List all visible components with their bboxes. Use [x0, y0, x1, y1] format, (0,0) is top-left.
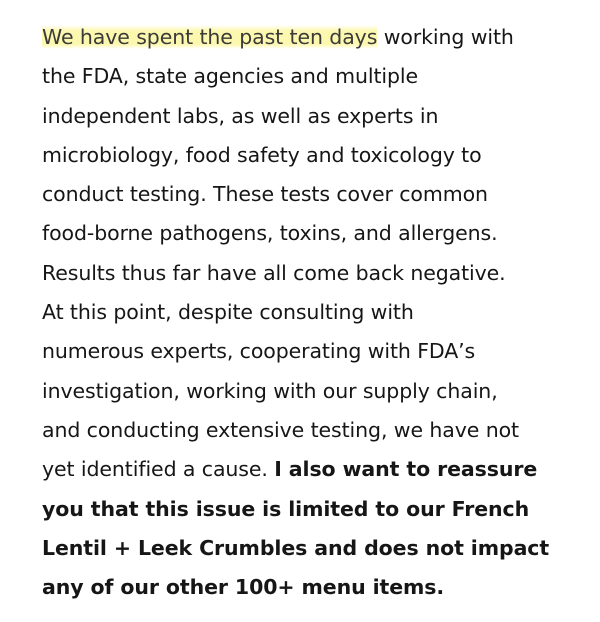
text-fragment: yet identified a cause.	[42, 457, 275, 482]
text-line	[42, 18, 562, 57]
text-fragment: working with	[377, 25, 514, 49]
text-line: the FDA, state agencies and multiple	[42, 64, 419, 89]
text-line: At this point, despite consulting with	[42, 300, 414, 325]
text-line: independent labs, as well as experts in	[42, 103, 439, 128]
text-line: and conducting extensive testing, we have not	[42, 417, 519, 442]
text-line	[42, 450, 562, 489]
bold-text-line: any of our other 100+ menu items.	[42, 575, 445, 600]
text-line: food-borne pathogens, toxins, and allergens.	[42, 221, 498, 246]
highlighted-text: We have spent the past ten days	[42, 25, 378, 49]
bold-text-line: Lentil + Leek Crumbles and does not impact	[42, 535, 550, 560]
text-line: numerous experts, cooperating with FDA’s	[42, 339, 476, 364]
text-line: investigation, working with our supply chain,	[42, 378, 498, 403]
text-line: conduct testing. These tests cover common	[42, 182, 488, 207]
text-line: Results thus far have all come back negative.	[42, 260, 506, 285]
bold-text: I also want to reassure	[274, 457, 538, 482]
statement-text	[42, 18, 562, 607]
text-line: microbiology, food safety and toxicology to	[42, 142, 482, 167]
bold-text-line: you that this issue is limited to our French	[42, 496, 530, 521]
